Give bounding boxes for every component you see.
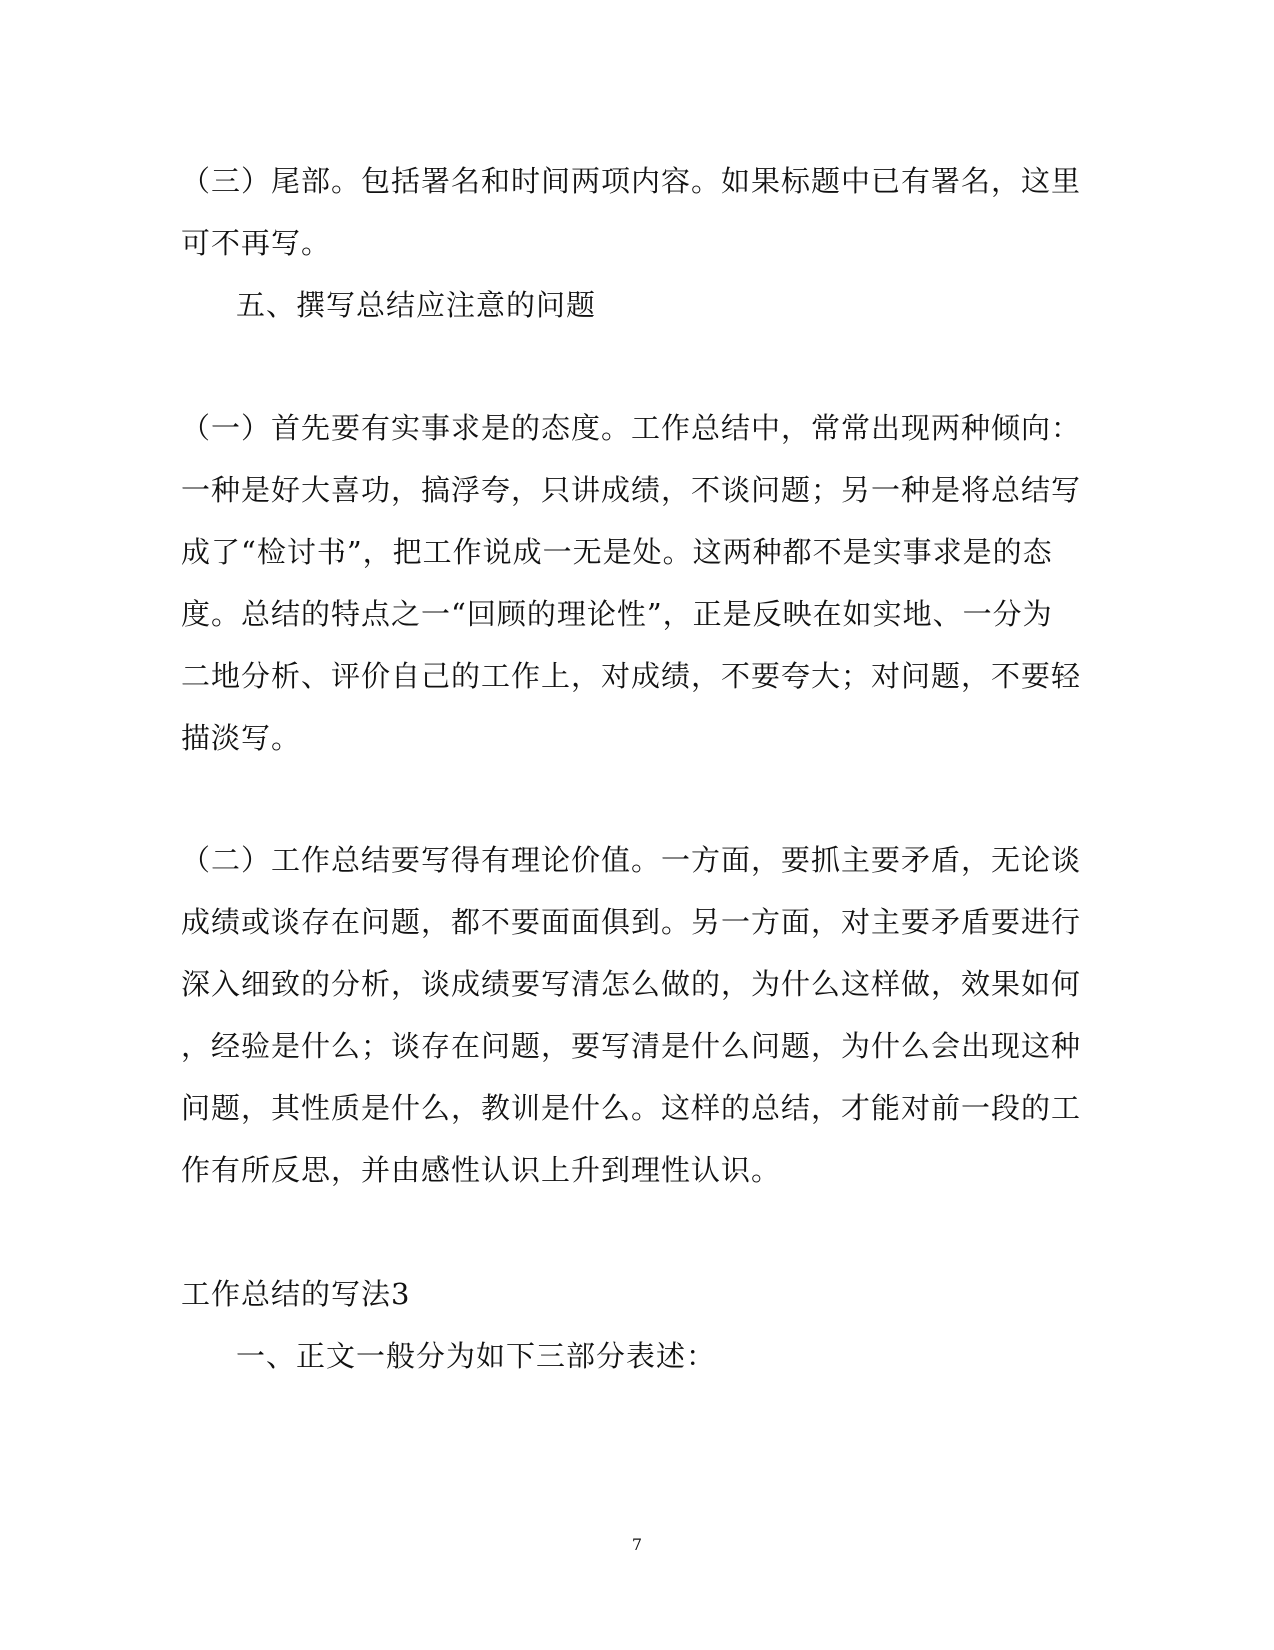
section-heading: 一、正文一般分为如下三部分表述：: [236, 1339, 717, 1373]
paragraph-line: 一种是好大喜功，搞浮夸，只讲成绩，不谈问题；另一种是将总结写: [181, 473, 1082, 507]
paragraph-line: 描淡写。: [181, 721, 302, 755]
paragraph-line: （三）尾部。包括署名和时间两项内容。如果标题中已有署名，这里: [181, 164, 1082, 198]
paragraph-line: 问题，其性质是什么，教训是什么。这样的总结，才能对前一段的工: [181, 1091, 1082, 1125]
paragraph-line: 成了“检讨书”，把工作说成一无是处。这两种都不是实事求是的态: [181, 535, 1053, 569]
paragraph-line: 度。总结的特点之一“回顾的理论性”，正是反映在如实地、一分为: [181, 597, 1053, 631]
paragraph-line: 深入细致的分析，谈成绩要写清怎么做的，为什么这样做，效果如何: [181, 967, 1082, 1001]
paragraph-line: 作有所反思，并由感性认识上升到理性认识。: [181, 1153, 782, 1187]
section-heading: 五、撰写总结应注意的问题: [236, 288, 597, 322]
page-number: 7: [631, 1535, 643, 1554]
paragraph-line: （二）工作总结要写得有理论价值。一方面，要抓主要矛盾，无论谈: [181, 843, 1082, 877]
paragraph-line: 成绩或谈存在问题，都不要面面俱到。另一方面，对主要矛盾要进行: [181, 905, 1082, 939]
paragraph-line: 二地分析、评价自己的工作上，对成绩，不要夸大；对问题，不要轻: [181, 659, 1082, 693]
paragraph-line: ，经验是什么；谈存在问题，要写清是什么问题，为什么会出现这种: [181, 1029, 1082, 1063]
paragraph-line: 可不再写。: [181, 226, 332, 260]
paragraph-line: （一）首先要有实事求是的态度。工作总结中，常常出现两种倾向：: [181, 411, 1082, 445]
document-title: 工作总结的写法3: [181, 1277, 411, 1311]
